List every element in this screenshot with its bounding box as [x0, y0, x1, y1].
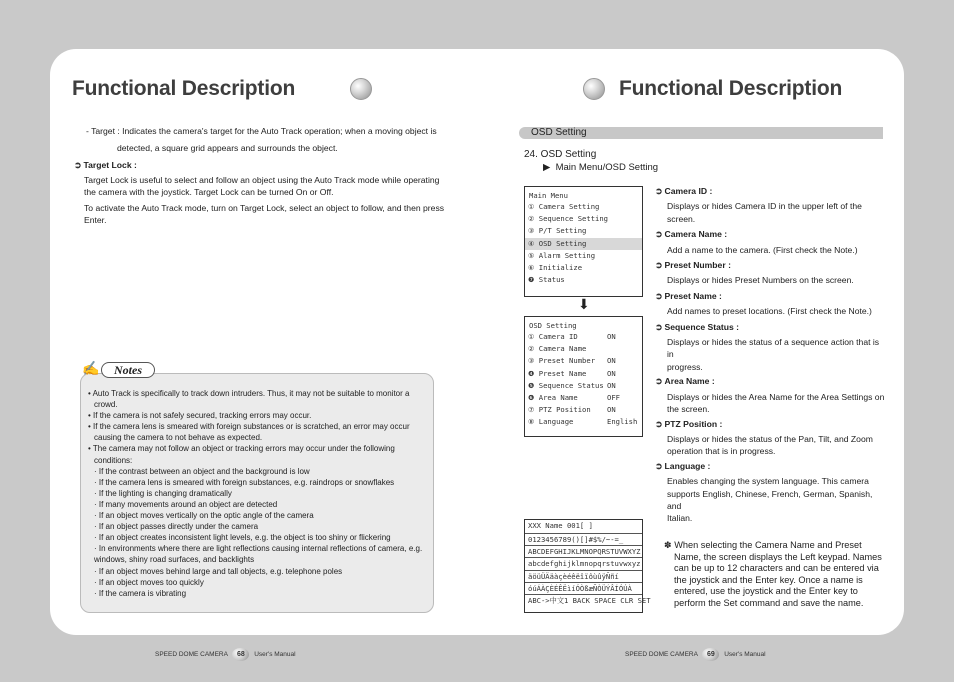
section-heading: 24. OSD Setting [524, 149, 597, 160]
right-page-title: Functional Description [619, 77, 843, 100]
notes-hand-icon: ✍ [82, 360, 100, 376]
play-arrow-icon: ▶ [543, 162, 551, 173]
arrow-bullet-icon: ➲ [655, 460, 663, 471]
page-number: 68 [232, 648, 249, 661]
osd-item: ③ Preset Number ON [528, 356, 616, 366]
note-item: • The camera may not follow an object or tracking errors may occur under the following conditions: [88, 444, 395, 465]
desc-title: ➲ PTZ Position : [655, 418, 723, 429]
menu-item: ③ P/T Setting [528, 226, 587, 236]
desc-title: ➲ Camera ID : [655, 186, 713, 196]
desc-title: ➲ Sequence Status : [655, 321, 740, 332]
arrow-bullet-icon: ➲ [655, 418, 663, 429]
desc-title: ➲ Preset Number : [655, 260, 731, 271]
menu-item-selected: ④ OSD Setting [525, 238, 642, 250]
keypad-row: 0123456789()[]#$%/~-=_ [525, 534, 642, 546]
title-orb-icon [583, 78, 605, 100]
condition-item: · If an object moves behind large and tall objects, e.g. telephone poles [94, 566, 343, 576]
condition-item: · If the camera lens is smeared with foreign substances, e.g. raindrops or snowflakes [94, 477, 395, 487]
target-lock-p1a: Target Lock is useful to select and follow an object using the Auto Track mode while operating [84, 175, 440, 185]
arrow-bullet-icon: ➲ [655, 321, 663, 332]
osd-item: ② Camera Name [528, 344, 587, 354]
osd-setting-screen [524, 316, 643, 437]
arrow-bullet-icon: ➲ [655, 229, 663, 240]
osd-item: ❹ Preset Name ON [528, 368, 616, 378]
arrow-bullet-icon: ➲ [655, 186, 663, 196]
condition-item: · If the camera is vibrating [94, 588, 187, 598]
menu-item: ① Camera Setting [528, 202, 600, 211]
keypad-title: XXX Name 001[ ] [525, 520, 642, 534]
condition-item: · If an object creates inconsistent light levels, e.g. the object is too shiny or flickering [94, 533, 391, 543]
right-footer: SPEED DOME CAMERA 69 User's Manual [625, 648, 766, 661]
condition-item: · If the lighting is changing dramatically [94, 488, 232, 498]
condition-item: · In environments where there are light reflections causing internal reflections of camera, e.g. windows, shiny road surfaces, and backlights [94, 544, 423, 565]
osd-item: ❻ Area Name OFF [528, 392, 620, 402]
desc-title: ➲ Preset Name : [655, 290, 722, 301]
osd-item: ❺ Sequence Status ON [528, 380, 616, 390]
keypad-row: ABCDEFGHIJKLMNOPQRSTUVWXYZ [525, 546, 642, 558]
arrow-bullet-icon: ➲ [74, 160, 82, 170]
desc-title: ➲ Language : [655, 460, 711, 471]
main-menu-screen [524, 186, 643, 297]
notes-label: Notes [101, 362, 155, 378]
title-orb-icon [350, 78, 372, 100]
left-page-title: Functional Description [72, 77, 296, 100]
condition-item: · If the contrast between an object and the background is low [94, 466, 310, 476]
osd-item: ⑧ Language English [528, 417, 638, 427]
arrow-bullet-icon: ➲ [655, 290, 663, 301]
menu-item: ⑥ Initialize [528, 262, 583, 272]
target-lock-p2a: To activate the Auto Track mode, turn on Target Lock, select an object to follow, and then press [84, 203, 445, 213]
main-menu-title: Main Menu [529, 191, 568, 200]
target-lock-p2b: Enter. [84, 215, 107, 225]
condition-item: · If an object passes directly under the camera [94, 522, 259, 532]
menu-path: ▶ Main Menu/OSD Setting [543, 162, 659, 173]
down-arrow-icon: ⬇ [578, 296, 590, 312]
note-item: • If the camera is not safely secured, tracking errors may occur. [88, 411, 312, 421]
target-lock-p1b: the camera with the joystick. Target Lock can be turned On or Off. [84, 187, 334, 197]
arrow-bullet-icon: ➲ [655, 260, 663, 271]
desc-title: ➲ Camera Name : [655, 229, 728, 240]
descriptions: ➲ Camera ID : Displays or hides Camera ID in the upper left of the screen. ➲ Camera Name : Add a name to the camera. (First check the Note.) ➲ Preset Number : Displays or hides Preset Numbers on the screen. ➲ Preset Name : Add names to preset locations. (First check the Note.) ➲ Sequence Status : Displays or hides the status of a sequence action that is in progress. ➲ Area Name : Displays or hides the Area Name for the Area Settings on the screen. ➲ PTZ Position : Displays or hides the status of the Pan, Tilt, and Zoom operation that is in progress. ➲ Language : Enables changing the system language. This camera supports English, Chinese, French, German, Spanish, and Italian. [655, 186, 885, 524]
osd-item: ⑦ PTZ Position ON [528, 405, 616, 415]
target-line-1: - Target : Indicates the camera's target for the Auto Track operation; when a moving object is [86, 126, 437, 136]
keypad-screen [524, 519, 651, 613]
note-item: • If the camera lens is smeared with foreign substances or is scratched, an error may occur causing the camera to not behave as expected. [88, 422, 410, 443]
target-line-2: detected, a square grid appears and surrounds the object. [117, 143, 338, 153]
desc-title: ➲ Area Name : [655, 376, 715, 387]
osd-item: ① Camera ID ON [528, 332, 616, 341]
left-footer: SPEED DOME CAMERA 68 User's Manual [155, 648, 296, 661]
condition-item: · If an object moves too quickly [94, 577, 204, 587]
arrow-bullet-icon: ➲ [655, 376, 663, 387]
section-bar: OSD Setting [519, 127, 883, 139]
page-number: 69 [702, 648, 719, 661]
condition-item: · If an object moves vertically on the optic angle of the camera [94, 511, 314, 521]
keypad-row: ABC->中文1 BACK SPACE CLR SET [528, 595, 651, 605]
osd-menu-title: OSD Setting [529, 321, 577, 330]
target-lock-heading: ➲ Target Lock : [74, 160, 137, 170]
menu-item: ② Sequence Setting [528, 214, 609, 224]
menu-item: ⑤ Alarm Setting [528, 250, 596, 260]
keypad-row: abcdefghijklmnopqrstuvwxyz [525, 558, 642, 570]
keypad-row: äöüÜÄäàçèéêëîïôùûÿÑñí [525, 571, 642, 583]
menu-item: ❼ Status [528, 275, 565, 285]
keypad-row: óúÁÀÇÈÉÊËìíÓÒßæÑÒÜÝÂÍÓÚÀ [525, 583, 642, 595]
note-item: • Auto Track is specifically to track down intruders. Thus, it may not be suitable to monitor a crowd. [88, 389, 410, 410]
condition-item: · If many movements around an object are detected [94, 499, 278, 509]
notes-list [86, 388, 424, 599]
keypad-note: ✽ When selecting the Camera Name and Preset Name, the screen displays the Left keypad. Names can be up to 12 characters and can be entered via the joystick and the Enter key. Once a name is entered, use the joystick and the Enter key to perform the Set command and save the name. [664, 540, 882, 608]
